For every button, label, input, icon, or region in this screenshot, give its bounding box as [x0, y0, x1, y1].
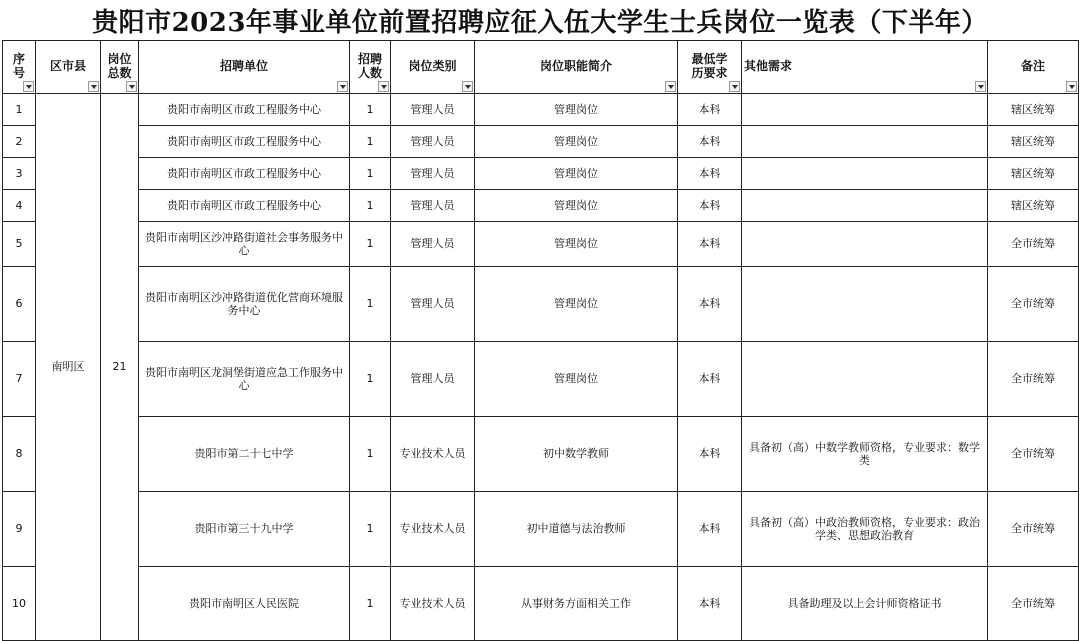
table-row: [3, 94, 1079, 126]
cell-remark[interactable]: 全市统筹: [988, 567, 1079, 641]
filter-dropdown-icon[interactable]: [665, 81, 676, 92]
cell-remark[interactable]: 全市统筹: [988, 342, 1079, 417]
filter-dropdown-icon[interactable]: [729, 81, 740, 92]
cell-seq[interactable]: 3: [3, 158, 36, 190]
table-row: [3, 267, 1079, 342]
cell-category[interactable]: 管理人员: [391, 158, 475, 190]
cell-count[interactable]: 1: [350, 342, 391, 417]
cell-count[interactable]: 1: [350, 417, 391, 492]
cell-remark[interactable]: 全市统筹: [988, 222, 1079, 267]
page-title: 贵阳市2023年事业单位前置招聘应征入伍大学生士兵岗位一览表（下半年）: [92, 7, 988, 38]
cell-seq[interactable]: 1: [3, 94, 36, 126]
recruitment-table: [2, 40, 1079, 641]
cell-duty[interactable]: 从事财务方面相关工作: [475, 567, 678, 641]
cell-seq[interactable]: 8: [3, 417, 36, 492]
cell-category[interactable]: 管理人员: [391, 94, 475, 126]
cell-duty[interactable]: 管理岗位: [475, 342, 678, 417]
table-row: [3, 222, 1079, 267]
table-row: [3, 342, 1079, 417]
cell-seq[interactable]: 7: [3, 342, 36, 417]
cell-unit[interactable]: 贵阳市南明区市政工程服务中心: [139, 190, 350, 222]
cell-remark[interactable]: 辖区统筹: [988, 190, 1079, 222]
cell-edu[interactable]: 本科: [678, 222, 742, 267]
cell-category[interactable]: 管理人员: [391, 190, 475, 222]
header-total: 岗位总数: [101, 41, 139, 94]
cell-edu[interactable]: 本科: [678, 417, 742, 492]
cell-count[interactable]: 1: [350, 567, 391, 641]
cell-other[interactable]: 具备助理及以上会计师资格证书: [742, 567, 988, 641]
cell-other[interactable]: [742, 222, 988, 267]
header-category: 岗位类别: [391, 41, 475, 94]
table-row: [3, 158, 1079, 190]
cell-seq[interactable]: 6: [3, 267, 36, 342]
cell-seq[interactable]: 5: [3, 222, 36, 267]
cell-category[interactable]: 专业技术人员: [391, 492, 475, 567]
cell-duty[interactable]: 管理岗位: [475, 94, 678, 126]
cell-duty[interactable]: 管理岗位: [475, 190, 678, 222]
filter-dropdown-icon[interactable]: [1066, 81, 1077, 92]
cell-edu[interactable]: 本科: [678, 492, 742, 567]
cell-total[interactable]: 21: [101, 94, 139, 641]
cell-other[interactable]: [742, 267, 988, 342]
cell-unit[interactable]: 贵阳市南明区龙洞堡街道应急工作服务中心: [139, 342, 350, 417]
table-row: [3, 417, 1079, 492]
cell-count[interactable]: 1: [350, 492, 391, 567]
cell-other[interactable]: 具备初（高）中数学教师资格，专业要求：数学类: [742, 417, 988, 492]
cell-category[interactable]: 管理人员: [391, 126, 475, 158]
header-edu: 最低学历要求: [678, 41, 742, 94]
cell-unit[interactable]: 贵阳市南明区市政工程服务中心: [139, 158, 350, 190]
header-duty: 岗位职能简介: [475, 41, 678, 94]
filter-dropdown-icon[interactable]: [23, 81, 34, 92]
table-row: [3, 492, 1079, 567]
cell-edu[interactable]: 本科: [678, 190, 742, 222]
cell-duty[interactable]: 管理岗位: [475, 267, 678, 342]
cell-category[interactable]: 专业技术人员: [391, 417, 475, 492]
header-row: [3, 41, 1079, 94]
cell-duty[interactable]: 管理岗位: [475, 158, 678, 190]
cell-remark[interactable]: 辖区统筹: [988, 126, 1079, 158]
header-other: 其他需求: [742, 41, 988, 94]
header-district: 区市县: [36, 41, 101, 94]
cell-edu[interactable]: 本科: [678, 158, 742, 190]
header-unit: 招聘单位: [139, 41, 350, 94]
cell-category[interactable]: 管理人员: [391, 342, 475, 417]
cell-duty[interactable]: 初中道德与法治教师: [475, 492, 678, 567]
cell-edu[interactable]: 本科: [678, 342, 742, 417]
cell-seq[interactable]: 10: [3, 567, 36, 641]
header-remark: 备注: [988, 41, 1079, 94]
cell-count[interactable]: 1: [350, 158, 391, 190]
cell-other[interactable]: [742, 190, 988, 222]
table-row: [3, 567, 1079, 641]
cell-category[interactable]: 专业技术人员: [391, 567, 475, 641]
cell-duty[interactable]: 初中数学教师: [475, 417, 678, 492]
cell-unit[interactable]: 贵阳市南明区沙冲路街道优化营商环境服务中心: [139, 267, 350, 342]
table-row: [3, 190, 1079, 222]
cell-duty[interactable]: 管理岗位: [475, 126, 678, 158]
cell-other[interactable]: [742, 342, 988, 417]
cell-count[interactable]: 1: [350, 190, 391, 222]
header-seq: 序号: [3, 41, 36, 94]
header-count: 招聘人数: [350, 41, 391, 94]
cell-remark[interactable]: 辖区统筹: [988, 158, 1079, 190]
cell-duty[interactable]: 管理岗位: [475, 222, 678, 267]
cell-edu[interactable]: 本科: [678, 267, 742, 342]
cell-seq[interactable]: 4: [3, 190, 36, 222]
cell-other[interactable]: [742, 158, 988, 190]
filter-dropdown-icon[interactable]: [975, 81, 986, 92]
cell-remark[interactable]: 辖区统筹: [988, 94, 1079, 126]
cell-remark[interactable]: 全市统筹: [988, 492, 1079, 567]
filter-dropdown-icon[interactable]: [378, 81, 389, 92]
cell-edu[interactable]: 本科: [678, 567, 742, 641]
cell-edu[interactable]: 本科: [678, 94, 742, 126]
cell-other[interactable]: [742, 94, 988, 126]
cell-unit[interactable]: 贵阳市南明区人民医院: [139, 567, 350, 641]
cell-unit[interactable]: 贵阳市南明区市政工程服务中心: [139, 126, 350, 158]
cell-category[interactable]: 管理人员: [391, 222, 475, 267]
cell-other[interactable]: [742, 126, 988, 158]
cell-remark[interactable]: 全市统筹: [988, 267, 1079, 342]
cell-count[interactable]: 1: [350, 94, 391, 126]
cell-district[interactable]: 南明区: [36, 94, 101, 641]
filter-dropdown-icon[interactable]: [126, 81, 137, 92]
table-row: [3, 126, 1079, 158]
filter-dropdown-icon[interactable]: [337, 81, 348, 92]
cell-unit[interactable]: 贵阳市第三十九中学: [139, 492, 350, 567]
cell-seq[interactable]: 2: [3, 126, 36, 158]
cell-unit[interactable]: 贵阳市南明区市政工程服务中心: [139, 94, 350, 126]
cell-remark[interactable]: 全市统筹: [988, 417, 1079, 492]
cell-unit[interactable]: 贵阳市第二十七中学: [139, 417, 350, 492]
cell-count[interactable]: 1: [350, 126, 391, 158]
cell-edu[interactable]: 本科: [678, 126, 742, 158]
filter-dropdown-icon[interactable]: [462, 81, 473, 92]
filter-dropdown-icon[interactable]: [88, 81, 99, 92]
cell-seq[interactable]: 9: [3, 492, 36, 567]
cell-count[interactable]: 1: [350, 267, 391, 342]
cell-other[interactable]: 具备初（高）中政治教师资格，专业要求：政治学类、思想政治教育: [742, 492, 988, 567]
cell-count[interactable]: 1: [350, 222, 391, 267]
cell-category[interactable]: 管理人员: [391, 267, 475, 342]
cell-unit[interactable]: 贵阳市南明区沙冲路街道社会事务服务中心: [139, 222, 350, 267]
